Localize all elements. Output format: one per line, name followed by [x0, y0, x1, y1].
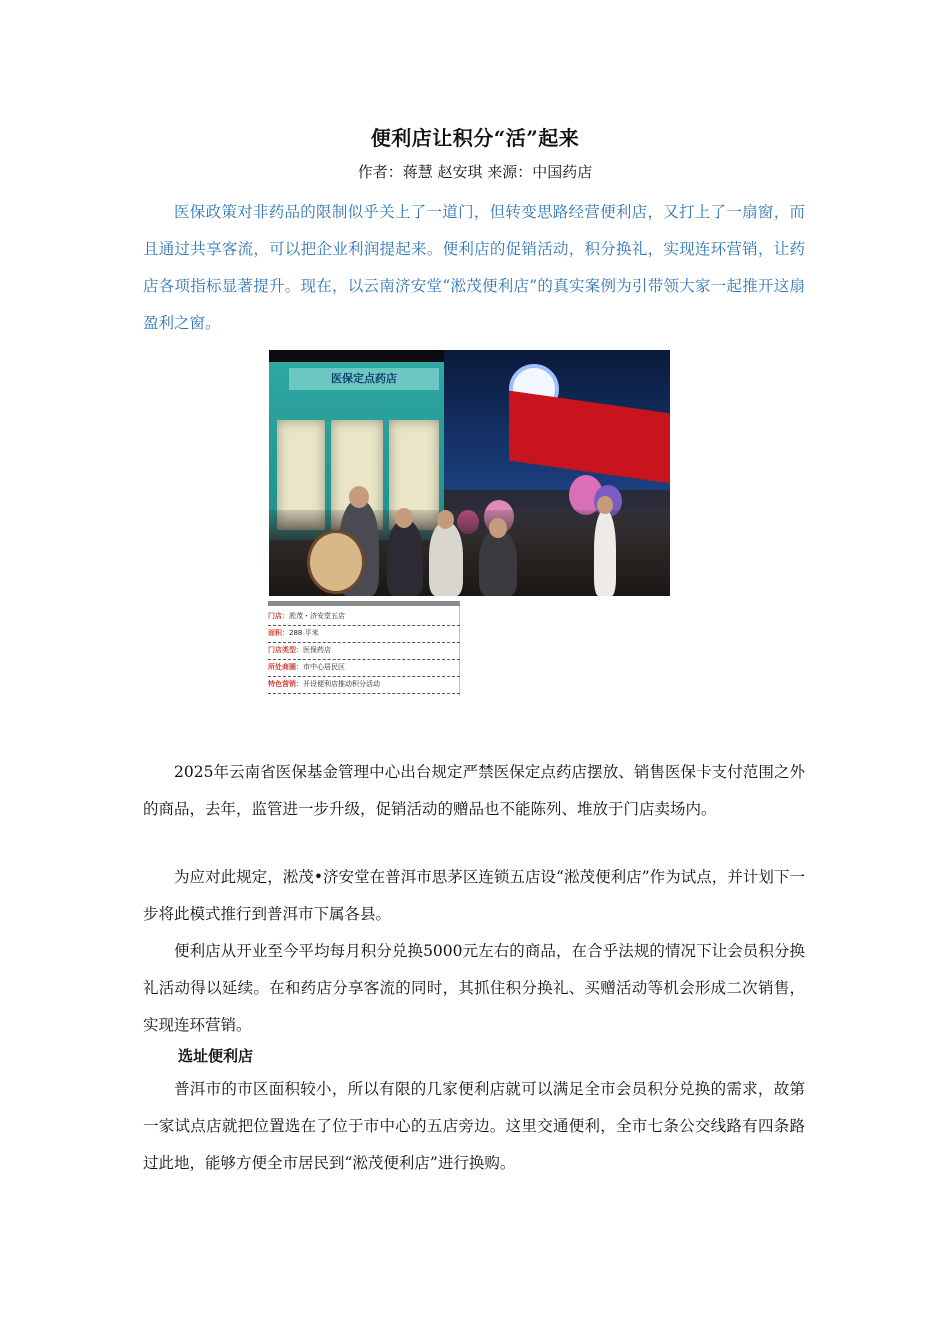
info-row: [268, 626, 460, 643]
info-value: ：288 平米: [282, 629, 319, 637]
table-top-bar: [268, 601, 460, 606]
body-paragraph: 便利店从开业至今平均每月积分兑换5000元左右的商品，在合乎法规的情况下让会员积分换礼活动得以延续。在和药店分享客流的同时，其抓住积分换礼、买赠活动等机会形成二次销售，实现连环营销。: [143, 942, 805, 1034]
section-paragraph: 普洱市的市区面积较小，所以有限的几家便利店就可以满足全市会员积分兑换的需求，故第一家试点店就把位置选在了位于市中心的五店旁边。这里交通便利，全市七条公交线路有四条路过此地，能够方便全市居民到“淞茂便利店”进行换购。: [143, 1080, 805, 1172]
host-figure: [594, 510, 616, 596]
audience-figure: [429, 522, 463, 596]
body-paragraph: 为应对此规定，淞茂•济安堂在普洱市思茅区连锁五店设“淞茂便利店”作为试点，并计划下一步将此模式推行到普洱市下属各县。: [143, 868, 805, 923]
info-label: 门店类型: [268, 646, 296, 654]
info-row: [268, 643, 460, 660]
performer-head: [349, 486, 369, 508]
info-label: 门店: [268, 612, 282, 620]
info-label: 面积: [268, 629, 282, 637]
info-row: [268, 609, 460, 626]
audience-head: [437, 510, 454, 529]
info-value: ：开设便利店推动积分活动: [296, 680, 380, 688]
body-paragraph: 2025年云南省医保基金管理中心出台规定严禁医保定点药店摆放、销售医保卡支付范围之外的商品，去年，监管进一步升级，促销活动的赠品也不能陈列、堆放于门店卖场内。: [143, 763, 805, 818]
lead-paragraph: 医保政策对非药品的限制似乎关上了一道门，但转变思路经营便利店，又打上了一扇窗，而且通过共享客流，可以把企业利润提起来。便利店的促销活动，积分换礼，实现连环营销，让药店各项指标显著提升。现在，以云南济安堂“淞茂便利店”的真实案例为引带领大家一起推开这扇盈利之窗。: [143, 203, 805, 332]
storefront-photo: [269, 350, 670, 596]
audience-figure: [479, 530, 517, 596]
info-row: [268, 677, 460, 694]
audience-head: [395, 508, 413, 528]
store-info-table: [268, 601, 460, 697]
info-value: ：医保药店: [296, 646, 331, 654]
section-heading: 选址便利店: [178, 1047, 254, 1065]
audience-head: [489, 518, 507, 538]
article-title: 便利店让积分“活”起来: [370, 126, 580, 150]
audience-figure: [387, 520, 423, 596]
info-value: ：市中心居民区: [296, 663, 345, 671]
moon-lute-instrument: [307, 530, 365, 594]
info-label: 所处商圈: [268, 663, 296, 671]
pharmacy-sign: 医保定点药店: [289, 368, 439, 390]
info-value: ：淞茂・济安堂五店: [282, 612, 345, 620]
info-row: [268, 660, 460, 677]
article-byline: 作者：蒋慧 赵安琪 来源：中国药店: [357, 163, 593, 181]
host-head: [597, 496, 613, 514]
info-label: 特色营销: [268, 680, 296, 688]
